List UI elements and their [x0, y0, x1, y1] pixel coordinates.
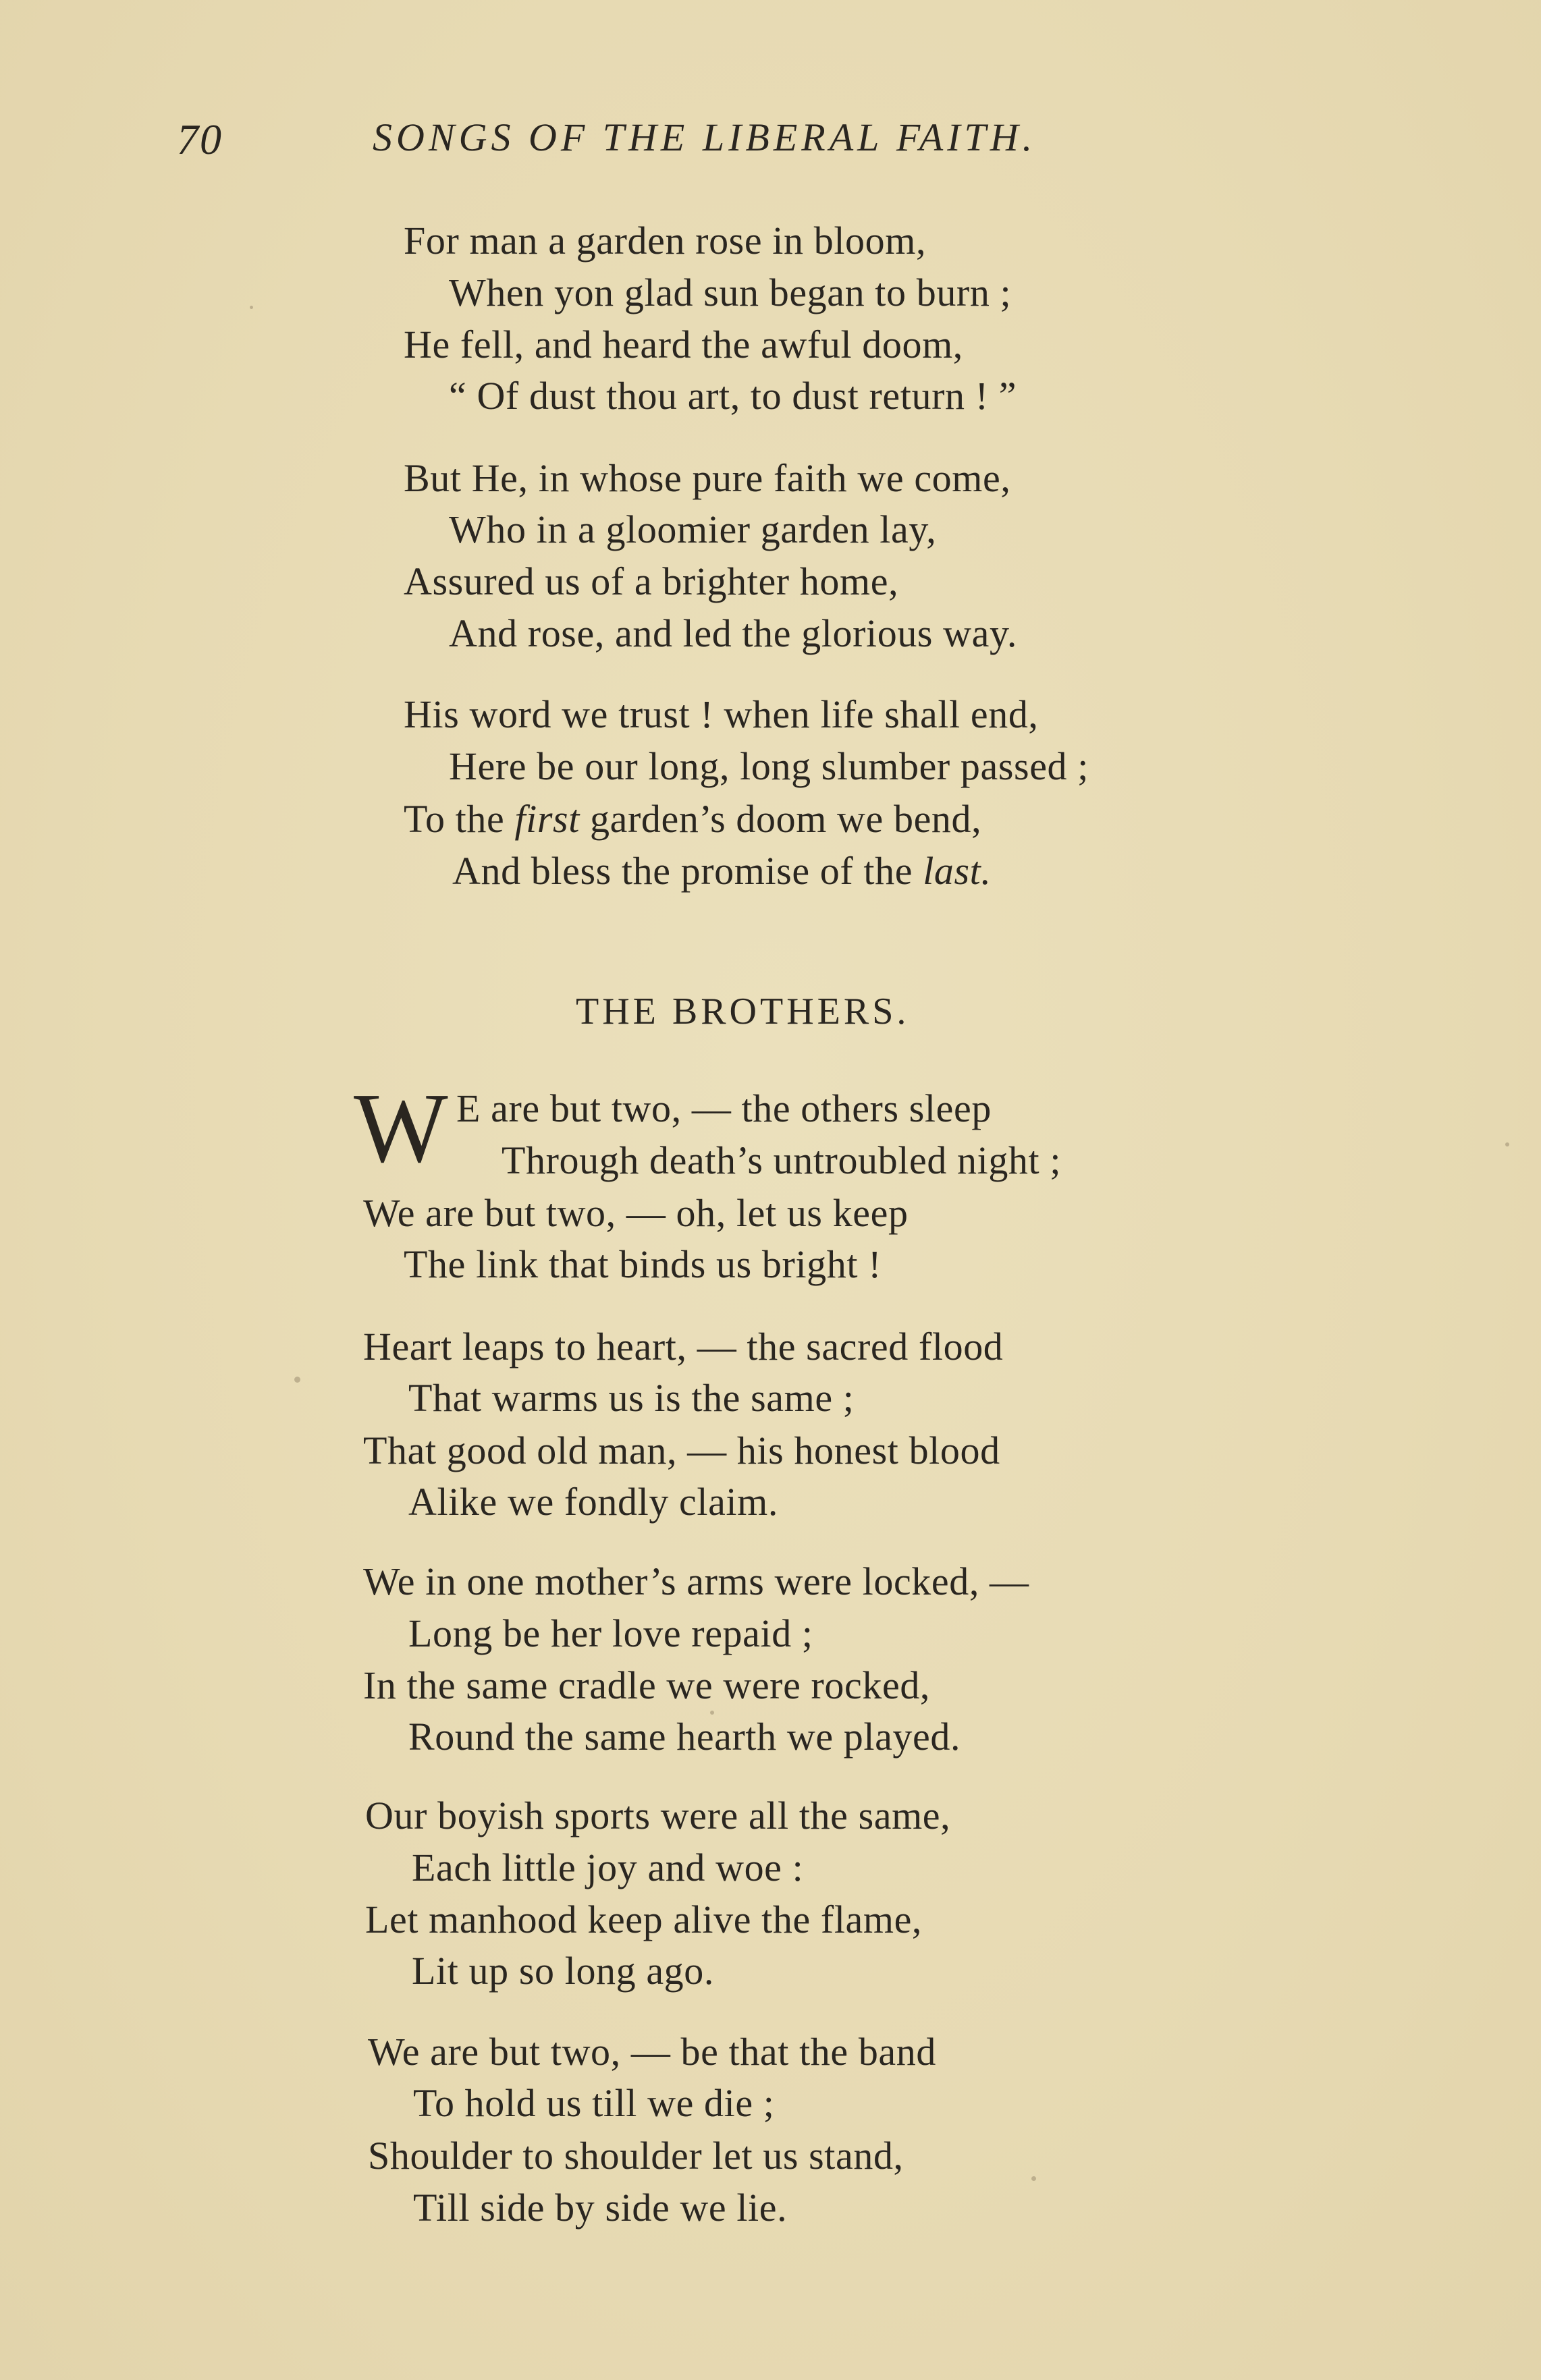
italic-word: first	[514, 797, 580, 841]
poem-line: Who in a gloomier garden lay,	[449, 507, 937, 551]
poem-line: Alike we fondly claim.	[408, 1480, 778, 1524]
poem-line: The link that binds us bright !	[404, 1242, 882, 1286]
poem-line: Here be our long, long slumber passed ;	[449, 744, 1089, 788]
poem-line: Round the same hearth we played.	[408, 1715, 961, 1759]
poem-line: In the same cradle we were rocked,	[363, 1663, 931, 1707]
paper-speck	[294, 1377, 300, 1383]
poem-line: His word we trust ! when life shall end,	[404, 692, 1039, 736]
poem-line	[452, 848, 992, 893]
poem-line	[404, 796, 981, 841]
drop-cap: W	[354, 1073, 448, 1184]
poem-line: For man a garden rose in bloom,	[404, 219, 927, 262]
poem-line: And rose, and led the glorious way.	[449, 611, 1017, 655]
poem-line: When yon glad sun began to burn ;	[449, 271, 1012, 314]
line-text: garden’s doom we bend,	[579, 797, 982, 841]
line-text: And bless the promise of the	[452, 849, 923, 893]
poem-title: THE BROTHERS.	[576, 991, 910, 1032]
poem-line: To hold us till we die ;	[413, 2081, 775, 2125]
poem-line: He fell, and heard the awful doom,	[404, 323, 963, 366]
poem-line: “ Of dust thou art, to dust return ! ”	[449, 374, 1017, 418]
poem-line: Heart leaps to heart, — the sacred flood	[363, 1325, 1004, 1368]
poem-line: Let manhood keep alive the flame,	[365, 1898, 923, 1941]
poem-line: But He, in whose pure faith we come,	[404, 456, 1011, 500]
poem-line: Assured us of a brighter home,	[404, 559, 899, 603]
running-head	[177, 108, 1189, 169]
poem-line: Long be her love repaid ;	[408, 1611, 813, 1655]
poem-line: Through death’s untroubled night ;	[502, 1138, 1062, 1182]
poem-line: E are but two, — the others sleep	[456, 1086, 992, 1130]
paper-speck	[710, 1711, 714, 1715]
poem-line: Lit up so long ago.	[412, 1949, 714, 1993]
italic-word: last.	[923, 849, 992, 893]
poem-line: We are but two, — oh, let us keep	[363, 1191, 909, 1235]
poem-line: Till side by side we lie.	[413, 2186, 788, 2230]
poem-line: We in one mother’s arms were locked, —	[363, 1559, 1029, 1603]
paper-speck	[250, 306, 253, 309]
poem-line: Our boyish sports were all the same,	[365, 1794, 951, 1837]
page-number: 70	[177, 115, 223, 163]
poem-line: Shoulder to shoulder let us stand,	[368, 2134, 904, 2178]
paper-speck	[1505, 1142, 1509, 1146]
poem-line: Each little joy and woe :	[412, 1846, 804, 1889]
line-text: To the	[404, 797, 515, 841]
poem-line: We are but two, — be that the band	[368, 2030, 936, 2074]
running-title: SONGS OF THE LIBERAL FAITH.	[373, 115, 1037, 159]
poem-line: That warms us is the same ;	[408, 1376, 855, 1420]
paper-speck	[1031, 2176, 1036, 2181]
poem-line: That good old man, — his honest blood	[363, 1429, 1000, 1472]
